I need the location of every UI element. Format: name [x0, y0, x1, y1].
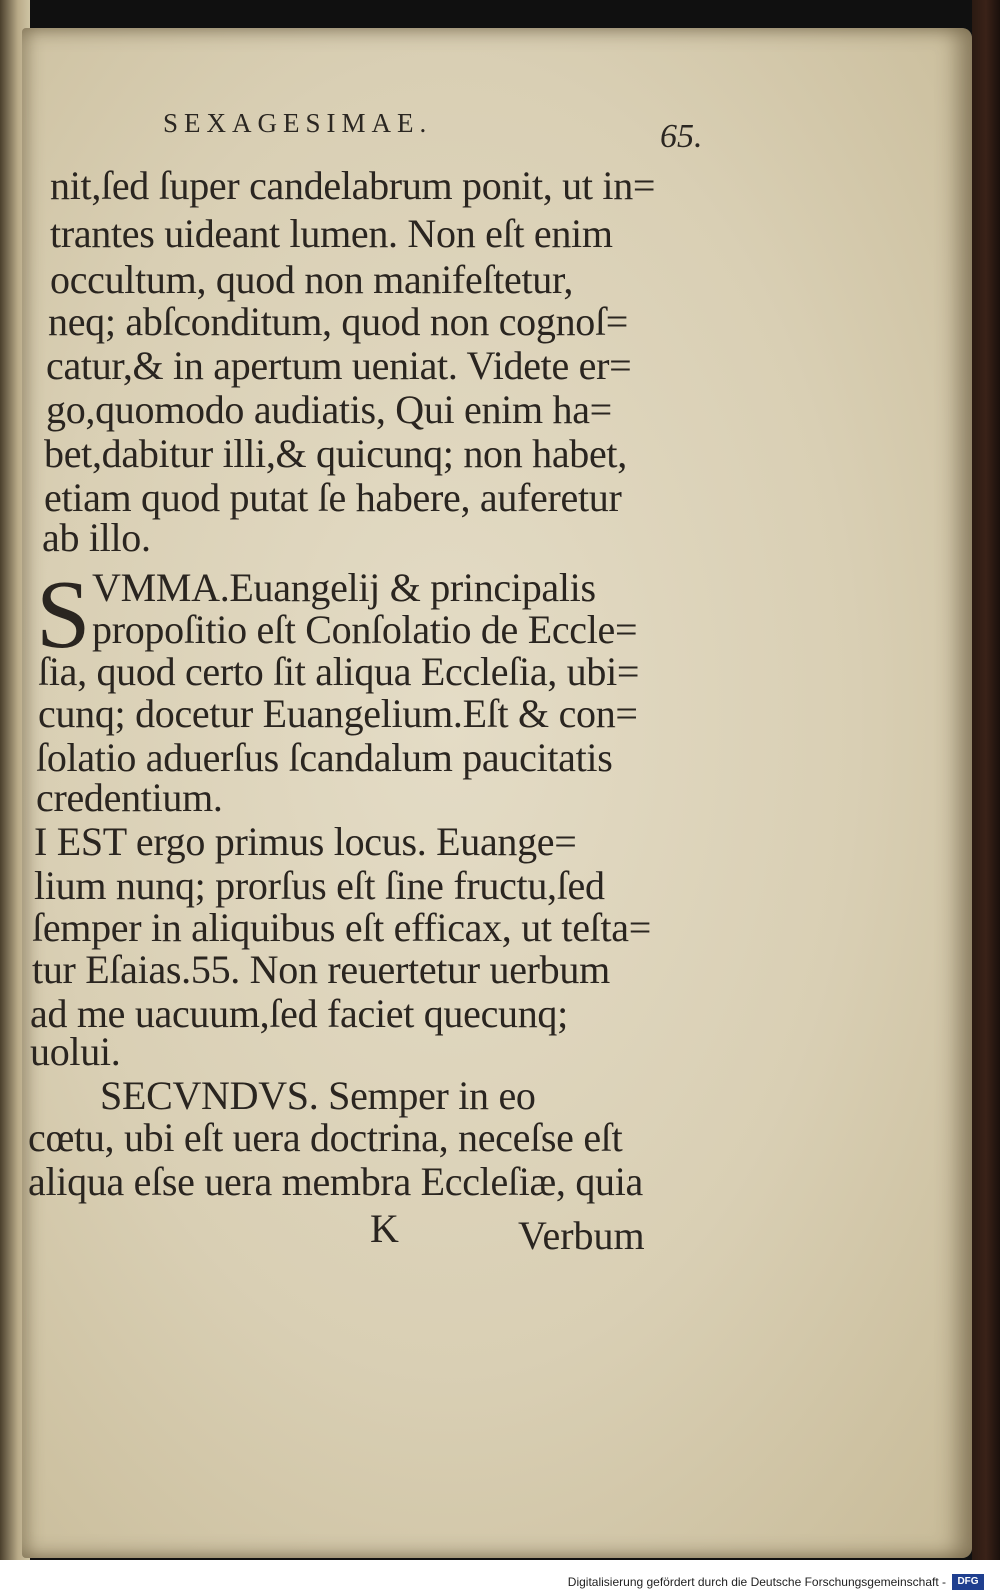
text-line: ſolatio aduerſus ſcandalum paucitatis	[36, 735, 613, 780]
text-line: aliqua eſse uera membra Eccleſiæ, quia	[28, 1159, 643, 1204]
text-line: SECVNDVS. Semper in eo	[100, 1073, 536, 1118]
text-line: go,quomodo audiatis, Qui enim ha=	[46, 387, 612, 432]
text-line: VMMA.Euangelij & principalis	[92, 565, 596, 610]
running-title: SEXAGESIMAE.	[163, 108, 433, 138]
funding-credit: Digitalisierung gefördert durch die Deutsche Forschungsgemeinschaft -	[567, 1575, 946, 1589]
footer-bar	[0, 1560, 1000, 1596]
text-line: I EST ergo primus locus. Euange=	[34, 819, 577, 864]
text-line: neq; abſconditum, quod non cognoſ=	[48, 299, 629, 344]
text-line: ſemper in aliquibus eſt efficax, ut teſta=	[32, 905, 652, 950]
text-line: ſia, quod certo ſit aliqua Eccleſia, ubi=	[38, 649, 640, 694]
text-line: uolui.	[30, 1029, 121, 1074]
text-line: tur Eſaias.55. Non reuertetur uerbum	[32, 947, 610, 992]
text-line: credentium.	[36, 775, 223, 820]
text-line: ab illo.	[42, 515, 151, 560]
dfg-logo-icon: DFG	[952, 1574, 984, 1590]
catchword: Verbum	[518, 1213, 645, 1258]
text-line: nit,ſed ſuper candelabrum ponit, ut in=	[50, 163, 656, 208]
signature-mark: K	[370, 1206, 399, 1251]
drop-cap: S	[36, 561, 91, 669]
text-line: lium nunq; prorſus eſt ſine fructu,ſed	[34, 863, 605, 908]
text-line: ad me uacuum,ſed faciet quecunq;	[30, 991, 568, 1036]
text-line: cœtu, ubi eſt uera doctrina, neceſse eſt	[28, 1115, 623, 1160]
text-line: occultum, quod non manifeſtetur,	[50, 257, 574, 302]
book-cover-right	[972, 0, 1000, 1596]
text-line: bet,dabitur illi,& quicunq; non habet,	[44, 431, 627, 476]
text-line: propoſitio eſt Conſolatio de Eccle=	[92, 607, 638, 652]
text-line: cunq; docetur Euangelium.Eſt & con=	[38, 691, 638, 736]
page-number: 65.	[660, 118, 703, 155]
text-line: trantes uideant lumen. Non eſt enim	[50, 211, 613, 256]
text-line: catur,& in apertum ueniat. Videte er=	[46, 343, 632, 388]
text-line: etiam quod putat ſe habere, auferetur	[44, 475, 622, 520]
